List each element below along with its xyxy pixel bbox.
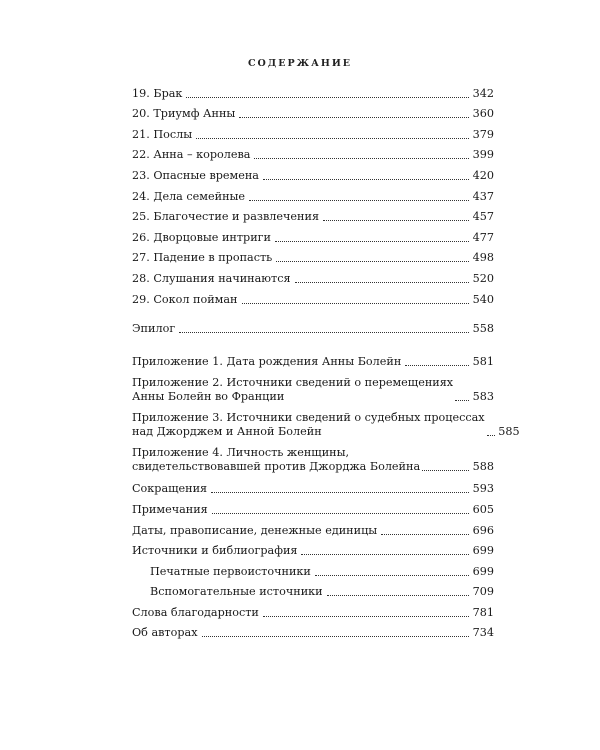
- dot-leader: [211, 492, 469, 493]
- toc-entry-chapter-26[interactable]: [132, 224, 494, 245]
- toc-entry-title: 27. Падение в пропасть: [132, 251, 273, 265]
- toc-entry-title: Об авторах: [132, 626, 198, 640]
- toc-entry-title-line: Приложение 2. Источники сведений о перемещениях: [132, 375, 454, 389]
- toc-entry-title: 20. Триумф Анны: [132, 107, 236, 121]
- toc-entry-chapter-20[interactable]: [132, 101, 494, 122]
- toc-entry-about-authors[interactable]: [132, 620, 494, 641]
- toc-entry-title: [132, 411, 485, 439]
- dot-leader: [179, 332, 469, 333]
- dot-leader: [301, 554, 469, 555]
- toc-entry-title: [132, 376, 453, 404]
- page-title: СОДЕРЖАНИЕ: [247, 58, 353, 69]
- dot-leader: [239, 117, 469, 118]
- toc-entry-page: 709: [472, 585, 494, 599]
- toc-entry-title: 21. Послы: [132, 127, 193, 141]
- toc-entry-title: Примечания: [132, 502, 208, 516]
- dot-leader: [455, 400, 469, 401]
- toc-entry-page: 477: [472, 230, 494, 244]
- toc-entry-appendix-1[interactable]: [132, 348, 494, 369]
- toc-entry-printed-sources[interactable]: [132, 558, 494, 579]
- spacer: [132, 307, 494, 316]
- toc-entry-title-line: свидетельствовавшей против Джорджа Болейна: [132, 459, 421, 473]
- toc-entry-title: 25. Благочестие и развлечения: [132, 210, 320, 224]
- toc-entry-sources-bibliography[interactable]: [132, 538, 494, 559]
- toc-entry-abbreviations[interactable]: [132, 476, 494, 497]
- dot-leader: [327, 595, 469, 596]
- spacer: [132, 336, 494, 348]
- dot-leader: [263, 179, 469, 180]
- toc-entry-page: 583: [472, 389, 494, 403]
- dot-leader: [249, 200, 469, 201]
- toc-entry-chapter-29[interactable]: [132, 286, 494, 307]
- toc-entry-page: 699: [472, 564, 494, 578]
- toc-entry-page: 696: [472, 523, 494, 537]
- toc-entry-page: 781: [472, 605, 494, 619]
- toc-entry-page: 588: [472, 459, 494, 473]
- toc-entry-chapter-21[interactable]: [132, 121, 494, 142]
- toc-entry-appendix-4[interactable]: [132, 446, 494, 474]
- dot-leader: [381, 534, 469, 535]
- toc-entry-title: 22. Анна – королева: [132, 148, 251, 162]
- toc-entry-title: 26. Дворцовые интриги: [132, 230, 271, 244]
- toc-entry-chapter-25[interactable]: [132, 204, 494, 225]
- toc-entry-page: 540: [472, 292, 494, 306]
- toc-entry-title: 19. Брак: [132, 86, 183, 100]
- toc-entry-page: 457: [472, 210, 494, 224]
- toc-entry-chapter-23[interactable]: [132, 162, 494, 183]
- dot-leader: [212, 513, 469, 514]
- toc-entry-title-line: над Джорджем и Анной Болейн: [132, 424, 322, 438]
- dot-leader: [202, 636, 470, 637]
- toc-entry-title-line: Анны Болейн во Франции: [132, 389, 285, 403]
- toc-entry-chapter-27[interactable]: [132, 245, 494, 266]
- dot-leader: [315, 575, 469, 576]
- toc-entry-page: 593: [472, 482, 494, 496]
- toc-entry-page: 585: [498, 424, 520, 438]
- toc-entry-page: 734: [472, 626, 494, 640]
- toc-entry-title: Печатные первоисточники: [150, 564, 311, 578]
- toc-entry-title-line: Приложение 4. Личность женщины,: [132, 445, 350, 459]
- toc-entry-title: 24. Дела семейные: [132, 189, 246, 203]
- dot-leader: [254, 158, 469, 159]
- toc-entry-page: 399: [472, 148, 494, 162]
- dot-leader: [263, 616, 469, 617]
- toc-entry-title: Приложение 1. Дата рождения Анны Болейн: [132, 354, 402, 368]
- toc-entry-page: 581: [472, 354, 494, 368]
- toc-entry-title-line: Приложение 3. Источники сведений о судебных процессах: [132, 410, 485, 424]
- toc-entry-appendix-2[interactable]: [132, 376, 494, 404]
- dot-leader: [405, 365, 469, 366]
- toc-entry-appendix-3[interactable]: [132, 410, 520, 439]
- toc-entry-page: 520: [472, 271, 494, 285]
- toc-entry-title: [132, 446, 420, 474]
- toc-entry-title: 23. Опасные времена: [132, 168, 259, 182]
- table-of-contents: [132, 80, 520, 640]
- dot-leader: [275, 241, 469, 242]
- toc-entry-notes[interactable]: [132, 496, 494, 517]
- toc-entry-title: Эпилог: [132, 322, 176, 336]
- toc-entry-title: 29. Сокол пойман: [132, 292, 238, 306]
- toc-entry-page: 420: [472, 168, 494, 182]
- dot-leader: [196, 138, 469, 139]
- toc-entry-page: 699: [472, 544, 494, 558]
- toc-entry-page: 558: [472, 322, 494, 336]
- toc-entry-chapter-19[interactable]: [132, 80, 494, 101]
- toc-entry-chapter-28[interactable]: [132, 265, 494, 286]
- dot-leader: [242, 303, 469, 304]
- dot-leader: [295, 282, 469, 283]
- toc-entry-acknowledgements[interactable]: [132, 599, 494, 620]
- toc-entry-page: 605: [472, 502, 494, 516]
- toc-entry-page: 360: [472, 107, 494, 121]
- toc-entry-title: 28. Слушания начинаются: [132, 271, 291, 285]
- toc-entry-page: 498: [472, 251, 494, 265]
- toc-entry-title: Вспомогательные источники: [150, 585, 323, 599]
- toc-entry-chapter-24[interactable]: [132, 183, 494, 204]
- dot-leader: [487, 435, 495, 436]
- dot-leader: [186, 97, 469, 98]
- toc-entry-secondary-sources[interactable]: [132, 579, 494, 600]
- toc-entry-epilogue[interactable]: [132, 316, 494, 337]
- toc-entry-chapter-22[interactable]: [132, 142, 494, 163]
- dot-leader: [276, 261, 469, 262]
- toc-entry-page: 342: [472, 86, 494, 100]
- toc-entry-page: 379: [472, 127, 494, 141]
- toc-entry-page: 437: [472, 189, 494, 203]
- toc-entry-title: Слова благодарности: [132, 605, 259, 619]
- toc-entry-title: Сокращения: [132, 482, 208, 496]
- toc-entry-title: Даты, правописание, денежные единицы: [132, 523, 378, 537]
- toc-entry-dates-spelling[interactable]: [132, 517, 494, 538]
- dot-leader: [323, 220, 469, 221]
- toc-entry-title: Источники и библиография: [132, 544, 298, 558]
- dot-leader: [422, 470, 469, 471]
